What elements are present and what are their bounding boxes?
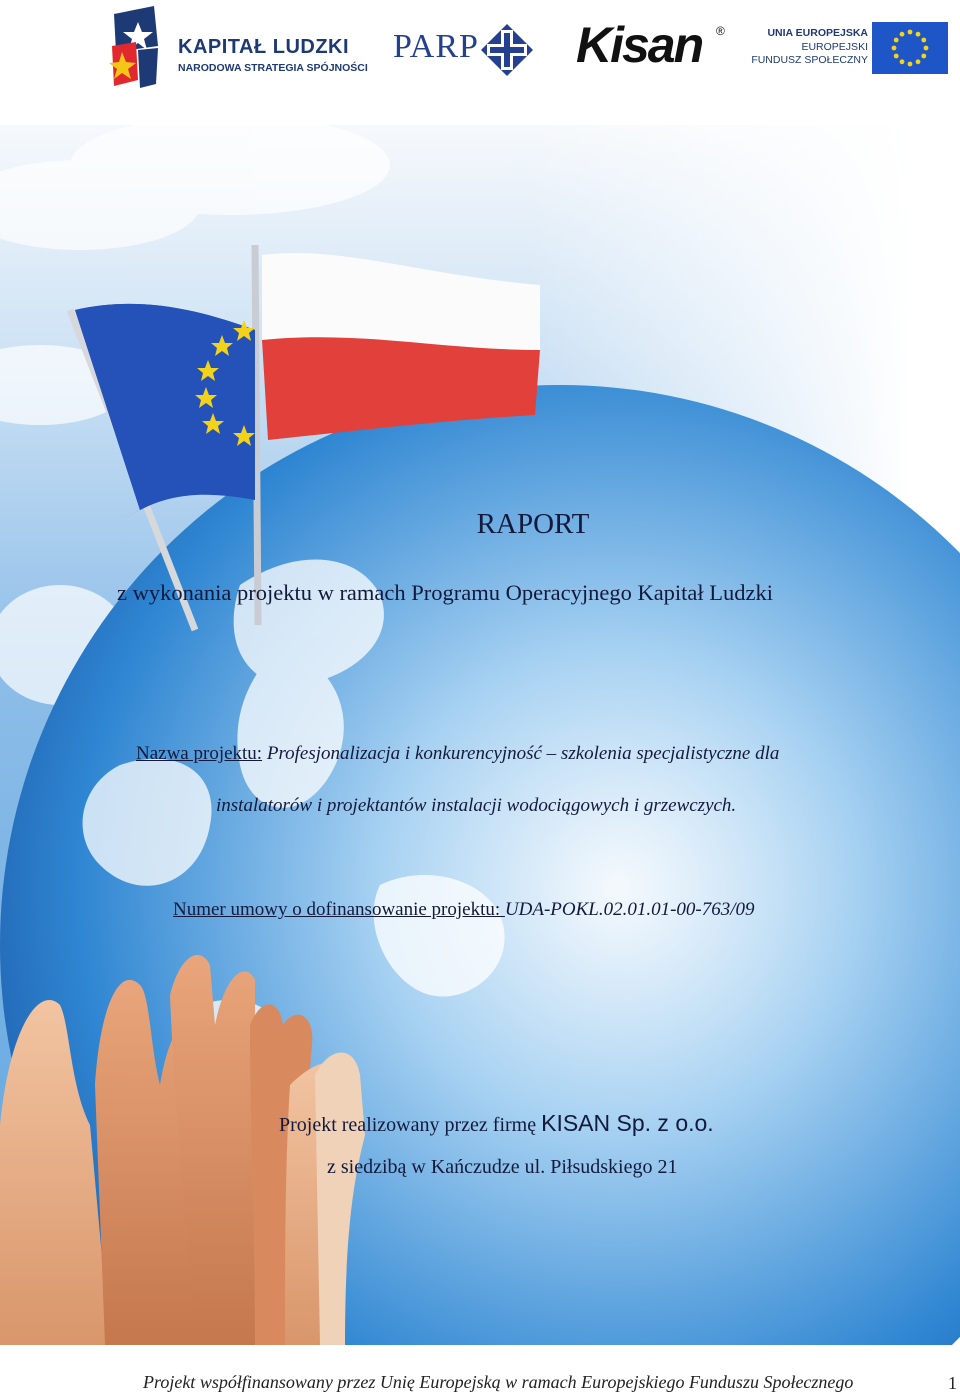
parp-logo [393, 22, 538, 78]
report-subtitle: z wykonania projektu w ramach Programu Operacyjnego Kapitał Ludzki [117, 580, 774, 605]
report-title: RAPORT [476, 508, 590, 540]
eu-line2: EUROPEJSKI [801, 41, 868, 53]
eu-efs-logo [751, 22, 948, 78]
kapital-ludzki-title: KAPITAŁ LUDZKI [178, 36, 350, 58]
realized-by-line [279, 1110, 714, 1137]
project-name-line2: instalatorów i projektantów instalacji wodociągowych i grzewczych. [216, 795, 737, 816]
parp-emblem-icon [481, 24, 533, 76]
parp-wordmark: PARP [393, 28, 479, 65]
pl-flag-wave [262, 253, 540, 440]
company-name: KISAN Sp. z o.o. [541, 1110, 714, 1136]
kapital-ludzki-emblem-icon [108, 6, 168, 90]
kisan-logo [576, 18, 731, 78]
footer-cofinancing: Projekt współfinansowany przez Unię Europejską w ramach Europejskiego Funduszu Społecznego [143, 1372, 854, 1392]
project-name-line1 [136, 743, 779, 765]
contract-number-line [173, 899, 755, 921]
kapital-ludzki-subtitle: NARODOWA STRATEGIA SPÓJNOŚCI [178, 62, 368, 74]
project-name-label: Nazwa projektu: [136, 743, 263, 764]
kisan-wordmark: Kisan [576, 17, 703, 73]
eu-flag-icon [872, 22, 948, 74]
flag-pole-pl [255, 245, 258, 625]
logo-strip [0, 0, 960, 100]
eu-line1: UNIA EUROPEJSKA [767, 27, 868, 39]
realized-by-label: Projekt realizowany przez firmę [279, 1114, 542, 1136]
eu-line3: FUNDUSZ SPOŁECZNY [751, 54, 868, 66]
company-address: z siedzibą w Kańczudze ul. Piłsudskiego 21 [327, 1156, 678, 1178]
contract-label: Numer umowy o dofinansowanie projektu: [173, 899, 505, 920]
page-number: 1 [948, 1373, 957, 1393]
project-name-text: Profesjonalizacja i konkurencyjność – szkolenia specjalistyczne dla [266, 743, 780, 764]
kapital-ludzki-logo [108, 6, 368, 90]
contract-number: UDA-POKL.02.01.01-00-763/09 [504, 899, 755, 920]
registered-mark: ® [716, 24, 725, 38]
